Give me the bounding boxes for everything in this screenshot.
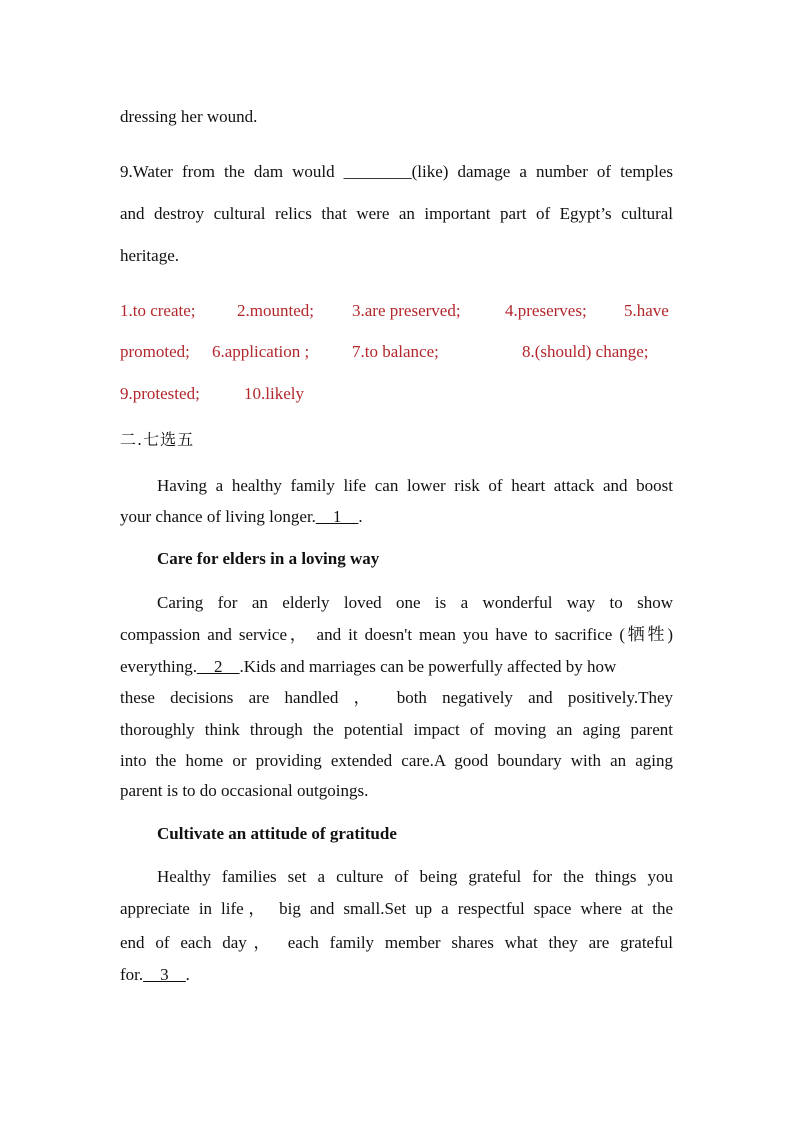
answer-item: 9.protested; bbox=[120, 384, 200, 403]
paragraph-1-line-1: Caring for an elderly loved one is a wonderful way to show bbox=[157, 593, 673, 612]
paragraph-2-line-4 bbox=[120, 965, 673, 985]
paragraph-2-line-2: appreciate in life， big and small.Set up a respectful space where at the bbox=[120, 899, 673, 918]
intro-paragraph-line-2 bbox=[120, 507, 673, 527]
paragraph-1-line-3 bbox=[120, 657, 673, 677]
paragraph-2-line-1: Healthy families set a culture of being grateful for the things you bbox=[157, 867, 673, 886]
paragraph-1-line-6: into the home or providing extended care.A good boundary with an aging bbox=[120, 751, 673, 770]
question-9-line-1: 9.Water from the dam would ________(like) damage a number of temples bbox=[120, 162, 673, 181]
paragraph-1-line-2: compassion and service， and it doesn't mean you have to sacrifice (牺牲) bbox=[120, 625, 673, 644]
answer-key-row-2 bbox=[120, 342, 673, 362]
answer-item: 6.application ; bbox=[212, 342, 310, 361]
answer-item: 8.(should) change; bbox=[522, 342, 649, 361]
answer-item: 4.preserves; bbox=[505, 301, 587, 320]
answer-key-row-1 bbox=[120, 301, 673, 321]
subheading-gratitude: Cultivate an attitude of gratitude bbox=[157, 824, 397, 843]
blank-1: __1__ bbox=[315, 507, 359, 526]
blank-2: __2__ bbox=[196, 657, 240, 676]
question-9-line-2: and destroy cultural relics that were an important part of Egypt’s cultural bbox=[120, 204, 673, 223]
text-segment: .Kids and marriages can be powerfully affected by how bbox=[239, 657, 617, 676]
paragraph-1-line-7: parent is to do occasional outgoings. bbox=[120, 781, 369, 800]
blank-3: __3__ bbox=[143, 965, 186, 984]
subheading-care-for-elders: Care for elders in a loving way bbox=[157, 549, 380, 568]
text-segment: everything. bbox=[120, 657, 197, 676]
text-segment: for. bbox=[120, 965, 144, 984]
answer-item: 10.likely bbox=[244, 384, 304, 403]
text-segment: your chance of living longer. bbox=[120, 507, 316, 526]
paragraph-1-line-4: these decisions are handled ， both negatively and positively.They bbox=[120, 688, 673, 707]
intro-paragraph-line-1: Having a healthy family life can lower risk of heart attack and boost bbox=[157, 476, 673, 495]
paragraph-1-line-5: thoroughly think through the potential impact of moving an aging parent bbox=[120, 720, 673, 739]
answer-item: 5.have bbox=[624, 301, 669, 320]
answer-key-row-3 bbox=[120, 384, 673, 404]
answer-item: 1.to create; bbox=[120, 301, 196, 320]
text-segment: . bbox=[358, 507, 363, 526]
answer-item: promoted; bbox=[120, 342, 190, 361]
paragraph-2-line-3: end of each day， each family member shares what they are grateful bbox=[120, 933, 673, 952]
answer-item: 2.mounted; bbox=[237, 301, 314, 320]
section-title: 二.七选五 bbox=[120, 430, 195, 449]
text-segment: . bbox=[185, 965, 190, 984]
prev-question-tail: dressing her wound. bbox=[120, 107, 258, 126]
question-9-line-3: heritage. bbox=[120, 246, 179, 265]
answer-item: 7.to balance; bbox=[352, 342, 439, 361]
answer-item: 3.are preserved; bbox=[352, 301, 461, 320]
